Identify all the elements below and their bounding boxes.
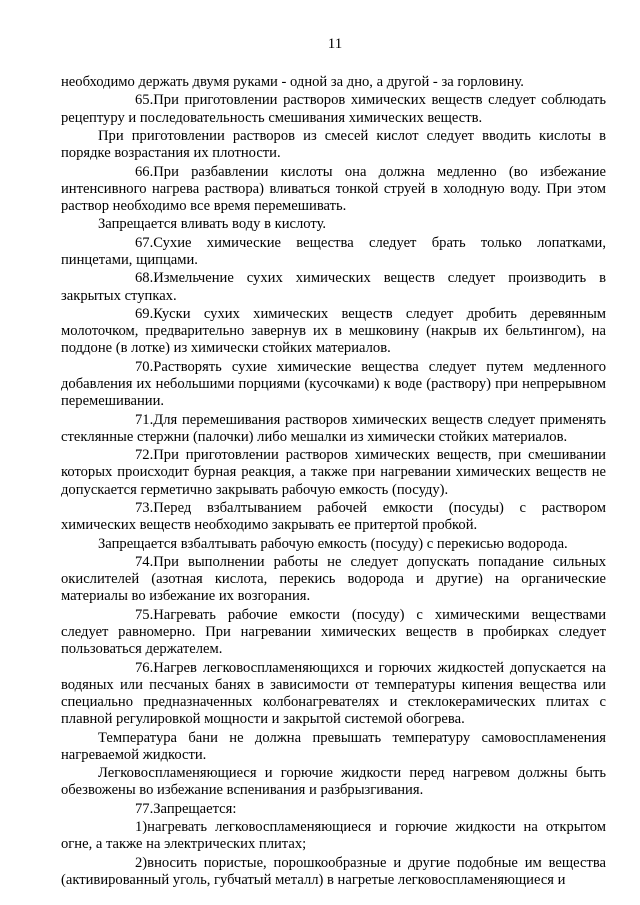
paragraph-number: 74.	[135, 553, 154, 570]
paragraph-number: 68.	[135, 270, 154, 287]
numbered-paragraph	[61, 235, 606, 269]
paragraph-text: При выполнении работы не следует допускать попадание сильных окислителей (азотная кислота, перекись водорода и другие) на органические материалы во избежание их возгорания.	[61, 553, 606, 605]
numbered-paragraph	[61, 270, 606, 304]
numbered-paragraph	[61, 306, 606, 358]
numbered-paragraph	[61, 500, 606, 534]
paragraph-text: Растворять сухие химические вещества следует путем медленного добавления их небольшими порциями (кусочками) к воде (раствору) при непрерывном перемешивании.	[61, 358, 606, 410]
paragraph	[61, 128, 606, 162]
paragraph-text: Куски сухих химических веществ следует дробить деревянным молоточком, предварительно завернув их в мешковину (накрыв их бельтингом), на поддоне (в лотке) из химически стойких материалов.	[61, 305, 606, 357]
numbered-paragraph	[61, 660, 606, 729]
paragraph-text: При приготовлении растворов химических веществ, при смешивании которых происходит бурная реакция, а также при нагревании химических веществ не допускается герметично закрывать рабочую емкость (посуду).	[61, 447, 606, 498]
paragraph-number: 71.	[135, 411, 154, 428]
paragraph-text: При приготовлении растворов из смесей кислот следует вводить кислоты в порядке возрастания их плотности.	[61, 127, 606, 162]
numbered-paragraph	[61, 819, 606, 853]
numbered-paragraph	[61, 554, 606, 606]
paragraph-text: При разбавлении кислоты она должна медленно (во избежание интенсивного нагрева раствора) вливаться тонкой струей в холодную воду. При этом раствор необходимо все время перемешивать.	[61, 163, 606, 214]
paragraph	[61, 765, 606, 799]
numbered-paragraph	[61, 412, 606, 446]
paragraph-number: 75.	[135, 606, 154, 623]
paragraph-number: 77.	[135, 800, 154, 817]
paragraph-number: 70.	[135, 358, 154, 375]
paragraph-number: 73.	[135, 499, 154, 516]
numbered-paragraph	[61, 801, 606, 818]
paragraph-text: Перед взбалтыванием рабочей емкости (посуды) с раствором химических веществ необходимо закрывать ее притертой пробкой.	[61, 499, 606, 534]
paragraph-number: 76.	[135, 659, 154, 676]
paragraph-text: При приготовлении растворов химических веществ следует соблюдать рецептуру и последовательность смешивания химических веществ.	[61, 92, 606, 126]
paragraph-number: 67.	[135, 234, 154, 251]
numbered-paragraph	[61, 447, 606, 499]
paragraph-text: Нагрев легковоспламеняющихся и горючих жидкостей допускается на водяных или песчаных банях в зависимости от температуры кипения вещества или специально предназначенных колбонагревателях и стеклокерамических плитах с плавной регулировкой мощности и закрытой системой обогрева.	[61, 659, 606, 728]
paragraph-text: Легковоспламеняющиеся и горючие жидкости перед нагревом должны быть обезвожены во избежание вспенивания и разбрызгивания.	[61, 765, 606, 799]
page-number: 11	[327, 36, 343, 52]
numbered-paragraph	[61, 164, 606, 216]
paragraph	[61, 216, 606, 233]
paragraph-text: нагревать легковоспламеняющиеся и горючие жидкости на открытом огне, а также на электрических плитах;	[61, 819, 606, 853]
numbered-paragraph	[61, 855, 606, 889]
paragraph-text: Для перемешивания растворов химических веществ следует применять стеклянные стержни (палочки) либо мешалки из химически стойких материалов.	[61, 411, 606, 445]
paragraph-number: 72.	[135, 447, 154, 464]
paragraph	[61, 74, 606, 91]
paragraph-text: Запрещается вливать воду в кислоту.	[98, 216, 327, 233]
document-body	[61, 74, 606, 890]
paragraph-text: необходимо держать двумя руками - одной за дно, а другой - за горловину.	[61, 74, 524, 90]
paragraph	[61, 730, 606, 764]
paragraph	[61, 536, 606, 553]
paragraph-text: Запрещается взбалтывать рабочую емкость (посуду) с перекисью водорода.	[98, 535, 568, 552]
paragraph-text: Нагревать рабочие емкости (посуду) с химическими веществами следует равномерно. При нагревании химических веществ в пробирках следует пользоваться держателем.	[61, 606, 606, 658]
paragraph-text: Запрещается:	[153, 800, 237, 817]
numbered-paragraph	[61, 359, 606, 411]
paragraph-number: 65.	[135, 92, 154, 109]
numbered-paragraph	[61, 607, 606, 659]
paragraph-number: 66.	[135, 163, 154, 180]
paragraph-number: 2)	[135, 854, 148, 871]
paragraph-number: 69.	[135, 305, 154, 322]
paragraph-text: вносить пористые, порошкообразные и другие подобные им вещества (активированный уголь, губчатый металл) в нагретые легковоспламеняющиеся и	[61, 854, 606, 888]
paragraph-number: 1)	[135, 819, 148, 836]
paragraph-text: Измельчение сухих химических веществ следует производить в закрытых ступках.	[61, 270, 606, 304]
paragraph-text: Сухие химические вещества следует брать только лопатками, пинцетами, щипцами.	[61, 234, 606, 268]
paragraph-text: Температура бани не должна превышать температуру самовоспламенения нагреваемой жидкости.	[61, 729, 606, 763]
numbered-paragraph	[61, 92, 606, 126]
